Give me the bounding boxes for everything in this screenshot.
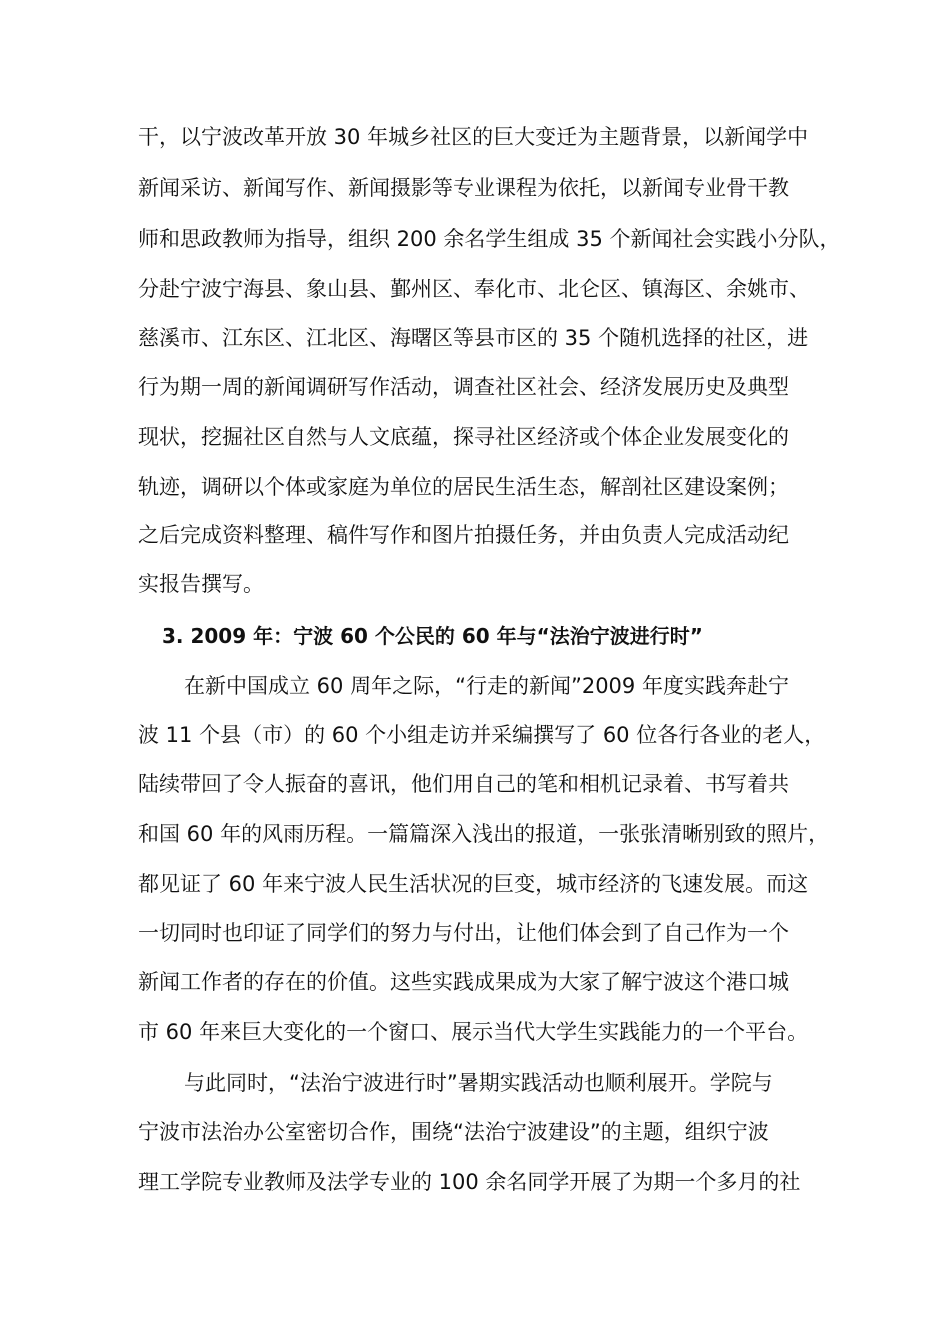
paragraph-line: 市 60 年来巨大变化的一个窗口、展示当代大学生实践能力的一个平台。	[138, 1020, 809, 1044]
paragraph-line: 师和思政教师为指导，组织 200 余名学生组成 35 个新闻社会实践小分队，	[138, 227, 841, 251]
paragraph-line: 分赴宁波宁海县、象山县、鄞州区、奉化市、北仑区、镇海区、余姚市、	[138, 277, 810, 301]
paragraph-line: 都见证了 60 年来宁波人民生活状况的巨变，城市经济的飞速发展。而这	[138, 872, 809, 896]
paragraph-line: 和国 60 年的风雨历程。一篇篇深入浅出的报道，一张张清晰别致的照片，	[138, 822, 830, 846]
paragraph-line: 一切同时也印证了同学们的努力与付出，让他们体会到了自己作为一个	[138, 921, 789, 945]
paragraph-line: 干，以宁波改革开放 30 年城乡社区的巨大变迁为主题背景，以新闻学中	[138, 125, 809, 149]
paragraph-line: 波 11 个县（市）的 60 个小组走访并采编撰写了 60 位各行各业的老人，	[138, 723, 826, 747]
paragraph-line: 行为期一周的新闻调研写作活动，调查社区社会、经济发展历史及典型	[138, 375, 789, 399]
paragraph-line: 在新中国成立 60 周年之际，“行走的新闻”2009 年度实践奔赴宁	[184, 674, 789, 698]
paragraph-line: 陆续带回了令人振奋的喜讯，他们用自己的笔和相机记录着、书写着共	[138, 772, 789, 796]
paragraph-line: 新闻采访、新闻写作、新闻摄影等专业课程为依托，以新闻专业骨干教	[138, 176, 789, 200]
paragraph-line: 实报告撰写。	[138, 572, 264, 596]
section-heading: 3. 2009 年：宁波 60 个公民的 60 年与“法治宁波进行时”	[162, 624, 703, 648]
paragraph-line: 慈溪市、江东区、江北区、海曙区等县市区的 35 个随机选择的社区，进	[138, 326, 809, 350]
paragraph-line: 之后完成资料整理、稿件写作和图片拍摄任务，并由负责人完成活动纪	[138, 523, 789, 547]
paragraph-line: 理工学院专业教师及法学专业的 100 余名同学开展了为期一个多月的社	[138, 1170, 801, 1194]
paragraph-line: 宁波市法治办公室密切合作，围绕“法治宁波建设”的主题，组织宁波	[138, 1120, 769, 1144]
paragraph-line: 现状，挖掘社区自然与人文底蕴，探寻社区经济或个体企业发展变化的	[138, 425, 789, 449]
paragraph-line: 轨迹，调研以个体或家庭为单位的居民生活生态，解剖社区建设案例；	[138, 475, 789, 499]
paragraph-line: 与此同时，“法治宁波进行时”暑期实践活动也顺利展开。学院与	[184, 1071, 773, 1095]
paragraph-line: 新闻工作者的存在的价值。这些实践成果成为大家了解宁波这个港口城	[138, 970, 789, 994]
